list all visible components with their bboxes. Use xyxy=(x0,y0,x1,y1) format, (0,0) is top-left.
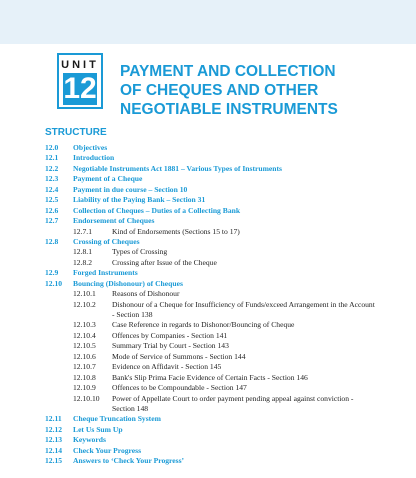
toc-entry-text: Bouncing (Dishonour) of Cheques xyxy=(73,278,183,288)
toc-section xyxy=(0,206,416,216)
toc-section xyxy=(0,425,416,435)
toc-section xyxy=(0,174,416,184)
toc-subsection xyxy=(0,227,416,237)
toc-entry-text: Negotiable Instruments Act 1881 – Various Types of Instruments xyxy=(73,163,282,173)
chapter-title-line: PAYMENT AND COLLECTION xyxy=(120,63,336,80)
toc-number: 12.5 xyxy=(45,195,59,205)
toc-number: 12.10.3 xyxy=(73,320,96,330)
toc-number: 12.15 xyxy=(45,456,63,466)
toc-section xyxy=(0,279,416,289)
toc-number: 12.7.1 xyxy=(73,226,92,236)
toc-subsection xyxy=(0,289,416,299)
toc-number: 12.10.10 xyxy=(73,393,100,403)
chapter-title-line: OF CHEQUES AND OTHER xyxy=(120,82,319,99)
header-band xyxy=(0,0,416,44)
toc-number: 12.10.4 xyxy=(73,330,96,340)
toc-entry-text: Answers to ‘Check Your Progress’ xyxy=(73,456,185,466)
chapter-title-line: NEGOTIABLE INSTRUMENTS xyxy=(120,101,338,118)
toc-section xyxy=(0,237,416,247)
toc-subsection xyxy=(0,394,416,415)
toc-section xyxy=(0,435,416,445)
toc-subsection xyxy=(0,247,416,257)
toc-subsection xyxy=(0,341,416,351)
toc-subsection xyxy=(0,300,416,321)
toc-entry-text: Liability of the Paying Bank – Section 31 xyxy=(73,195,206,205)
toc-entry-text: Forged Instruments xyxy=(73,268,138,278)
toc-section xyxy=(0,153,416,163)
toc-entry-text: Keywords xyxy=(73,435,106,445)
toc-number: 12.8 xyxy=(45,236,59,246)
toc-number: 12.4 xyxy=(45,184,59,194)
toc-number: 12.10.2 xyxy=(73,299,96,309)
toc-entry-text: Types of Crossing xyxy=(112,247,168,257)
unit-number: 12 xyxy=(63,72,97,105)
toc-number: 12.10 xyxy=(45,278,63,288)
toc-entry-text: Crossing after Issue of the Cheque xyxy=(112,257,217,267)
toc-entry-text: Bank's Slip Prima Facie Evidence of Certain Facts - Section 146 xyxy=(112,372,308,382)
toc-entry-text: Crossing of Cheques xyxy=(73,236,140,246)
toc-entry-text: Reasons of Dishonour xyxy=(112,289,180,299)
toc-subsection xyxy=(0,373,416,383)
toc-number: 12.1 xyxy=(45,153,59,163)
toc-number: 12.0 xyxy=(45,143,59,152)
toc-entry-text: Power of Appellate Court to order payment pending appeal against conviction - Section 148 xyxy=(112,393,354,413)
toc-section xyxy=(0,195,416,205)
chapter-title xyxy=(120,62,380,119)
toc-number: 12.9 xyxy=(45,268,59,278)
toc-entry-text: Dishonour of a Cheque for Insufficiency of Funds/exceed Arrangement in the Account - Section 138 xyxy=(112,299,375,320)
toc-entry-text: Payment of a Cheque xyxy=(73,174,143,184)
toc-number: 12.10.7 xyxy=(73,362,96,372)
unit-badge xyxy=(57,53,103,109)
toc-entry-text: Case Reference in regards to Dishonor/Bouncing of Cheque xyxy=(112,320,295,330)
toc-entry-text: Check Your Progress xyxy=(73,445,142,455)
toc-entry-text: Introduction xyxy=(73,153,115,163)
toc-number: 12.13 xyxy=(45,435,63,445)
toc-entry-text: Offences to be Compoundable - Section 147 xyxy=(112,383,247,393)
toc-section xyxy=(0,216,416,226)
toc-entry-text: Let Us Sum Up xyxy=(73,424,123,434)
toc-section xyxy=(0,164,416,174)
toc-subsection xyxy=(0,258,416,268)
table-of-contents xyxy=(0,143,416,467)
toc-number: 12.10.1 xyxy=(73,289,96,299)
toc-entry-text: Summary Trial by Court - Section 143 xyxy=(112,341,229,351)
toc-number: 12.7 xyxy=(45,216,59,226)
toc-number: 12.10.6 xyxy=(73,351,96,361)
toc-subsection xyxy=(0,383,416,393)
toc-entry-text: Mode of Service of Summons - Section 144 xyxy=(112,351,246,361)
toc-number: 12.12 xyxy=(45,424,63,434)
toc-subsection xyxy=(0,362,416,372)
toc-number: 12.14 xyxy=(45,445,63,455)
toc-number: 12.10.8 xyxy=(73,372,96,382)
toc-subsection xyxy=(0,320,416,330)
unit-label: UNIT xyxy=(61,59,99,71)
toc-section xyxy=(0,456,416,466)
toc-section xyxy=(0,143,416,153)
toc-number: 12.6 xyxy=(45,205,59,215)
toc-entry-text: Offences by Companies - Section 141 xyxy=(112,330,228,340)
toc-subsection xyxy=(0,331,416,341)
toc-entry-text: Endorsement of Cheques xyxy=(73,216,155,226)
toc-number: 12.8.1 xyxy=(73,247,92,257)
structure-heading: STRUCTURE xyxy=(45,127,107,138)
toc-number: 12.3 xyxy=(45,174,59,184)
toc-number: 12.8.2 xyxy=(73,257,92,267)
toc-entry-text: Objectives xyxy=(73,143,108,152)
toc-section xyxy=(0,414,416,424)
toc-subsection xyxy=(0,352,416,362)
toc-section xyxy=(0,268,416,278)
toc-section xyxy=(0,446,416,456)
toc-number: 12.10.5 xyxy=(73,341,96,351)
toc-number: 12.10.9 xyxy=(73,383,96,393)
toc-entry-text: Payment in due course – Section 10 xyxy=(73,184,188,194)
toc-section xyxy=(0,185,416,195)
toc-number: 12.11 xyxy=(45,414,62,424)
toc-entry-text: Kind of Endorsements (Sections 15 to 17) xyxy=(112,226,240,236)
toc-number: 12.2 xyxy=(45,163,59,173)
toc-entry-text: Collection of Cheques – Duties of a Collecting Bank xyxy=(73,205,241,215)
toc-entry-text: Evidence on Affidavit - Section 145 xyxy=(112,362,222,372)
toc-entry-text: Cheque Truncation System xyxy=(73,414,161,424)
